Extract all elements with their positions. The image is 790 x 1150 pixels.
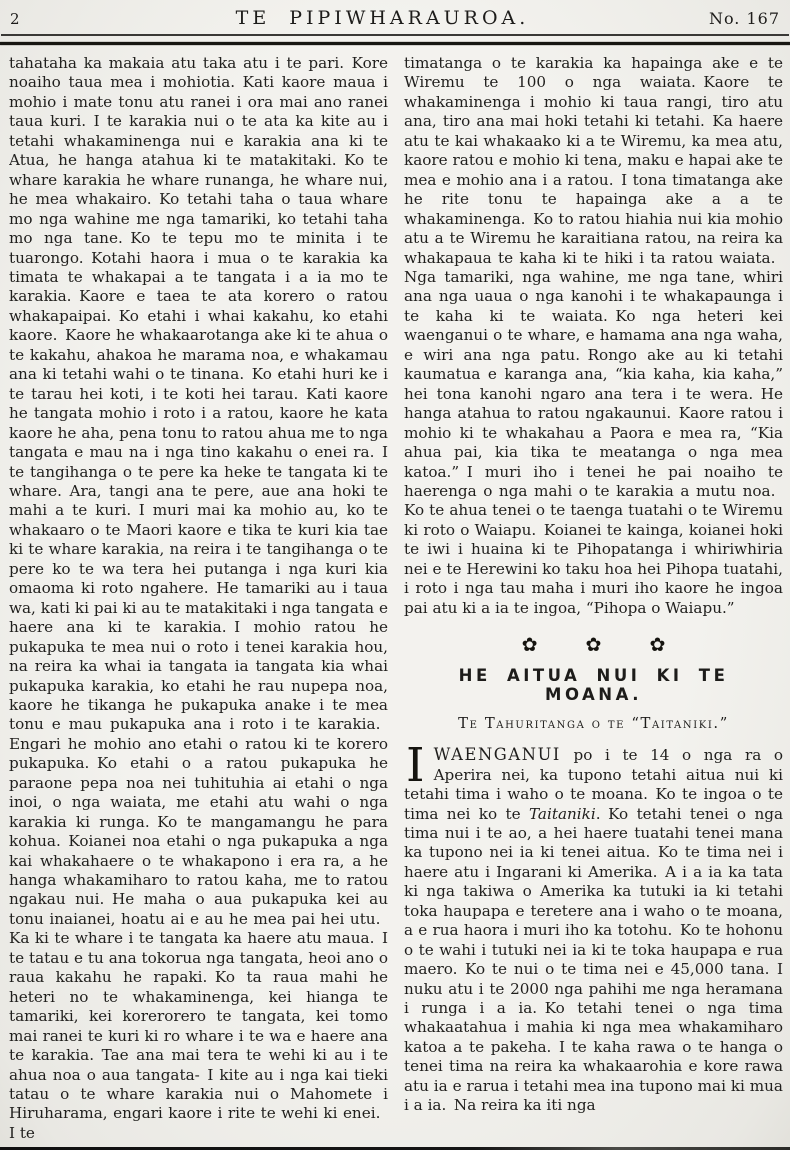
article-title: HE AITUA NUI KI TE MOANA. <box>458 666 729 705</box>
two-column-layout <box>0 45 790 1140</box>
lead-word: WAENGANUI <box>433 745 561 765</box>
article-body-text-right: timatanga o te karakia ka hapainga ake e te Wiremu te 100 o nga waiata. Kaore te whakaminenga i mohio ki taua rangi, tiro atu ana, tiro ana mai hoki tetahi ki tetahi. Ka haere atu te kai whakaako ki a te Wiremu, ka mea atu, kaore ratou e mohio ki tena, maku e hapai ake te mea e mohio ana i a ratou. I tona timatanga ake he rite tonu te hapainga ake a a te whakaminenga. Ko to ratou hiahia nui kia mohio atu a te Wiremu he karaitiana ratou, na reira ka whakapaua te kaha ki te hiki i ta ratou waiata. Nga tamariki, nga wahine, me nga tane, whiri ana nga uaua o nga kanohi i te whakapaunga i te kaha ki te waiata. Ko nga heteri kei waenganui o te whare, e hamama ana nga waha, e wiri ana nga patu. Rongo ake au ki tetahi kaumatua e karanga ana, “kia kaha, kia kaha,” hei tona kanohi ngaro ana tera i te wera. He hanga atahua to ratou ngakaunui. Kaore ratou i mohio ki te whakahau a Paora e mea ra, “Kia ahua pai, kia tika te meatanga o nga mea katoa.” I muri iho i tenei he pai noaiho te haerenga o nga mahi o te karakia a mutu noa. Ko te ahua tenei o te taenga tuatahi o te Wiremu ki roto o Waiapu. Koianei te kainga, koianei hoki te iwi i huaina ki te Pihopatanga i whiriwhiria nei e te Herewini ko taku hoa hei Pihopa tuatahi, i roto i nga tau maha i muri iho kaore he ingoa pai atu ki a ia te ingoa, “Pihopa o Waiapu.” <box>404 54 783 617</box>
article-body-text-left: tahataha ka makaia atu taka atu i te pari. Kore noaiho taua mea i mohiotia. Kati kaore maua i mohio i mate tonu atu ranei i ora mai ano ranei taua kuri. I te karakia nui o te ata ka kite au i tetahi whakaminenga nui e karakia ana ki te Atua, he hanga atahua ki te matakitaki. Ko te whare karakia he whare runanga, he whare nui, he mea whakairo. Ko tetahi taha o taua whare mo nga wahine me nga tamariki, ko tetahi taha mo nga tane. Ko te tepu mo te minita i te tuarongo. Kotahi haora i mua o te karakia ka timata te whakapai a te tangata i a ia mo te karakia. Kaore e taea te ata korero o ratou whakapaipai. Ko etahi i whai kakahu, ko etahi kaore. Kaore he whakaarotanga ake ki te ahua o te kakahu, ahakoa he marama noa, e whakamau ana ki tetahi wahi o te tinana. Ko etahi huri ke i te tarau hei koti, i te koti hei tarau. Kati kaore he tangata mohio i roto i a ratou, kaore he kata kaore he aha, pena tonu to ratou ahua me to nga tangata e mau na i nga tino kakahu o enei ra. I te tangihanga o te pere ka heke te tangata ki te whare. Ara, tangi ana te pere, aue ana hoki te mahi a te kuri. I muri mai ka mohio au, ko te whakaaro o te Maori kaore e tika te kuri kia tae ki te whare karakia, na reira i te tangihanga o te pere ko te wa tera hei putanga i nga kuri kia omaoma ki roto ngahere. He tamariki au i taua wa, kati ki pai ki au te matakitaki i nga tangata e haere ana ki te karakia. I mohio ratou he pukapuka te mea nui o roto i tenei karakia hou, na reira ka whai ia tangata ia tangata kia whai pukapuka karakia, ko etahi he rau nupepa noa, kaore he tikanga he pukapuka anake i te mea tonu e mau pukapuka ana i roto i te karakia. Engari he mohio ano etahi o ratou ki te korero pukapuka. Ko etahi o a ratou pukapuka he paraone pepa noa nei tuhituhia ai etahi o nga inoi, o nga waiata, me etahi atu wahi o nga karakia ki runga. Ko te mangamangu he para kohua. Koianei noa etahi o nga pukapuka a nga kai whakahaere o te whakapono i era ra, a he hanga whakamiharo to ratou kaha, me to ratou ngakau nui. He maha o aua pukapuka kei au tonu inaianei, hoatu ai e au he mea pai hei utu. Ka ki te whare i te tangata ka haere atu maua. I te tatau e tu ana tokorua nga tangata, heoi ano o raua kakahu he rapaki. Ko ta raua mahi he heteri no te whakaminenga, kei hianga te tamariki, kei korerorero te tangata, kei tomo mai ranei te kuri ki ro whare i te wa e haere ana te karakia. Tae ana mai tera te wehi ki au i te ahua noa o aua tangata- I kite au i nga kai tieki tatau o te whare karakia nui o Mahomete i Hiruharama, engari kaore i rite te wehi ki enei. I te <box>9 54 388 1140</box>
ship-name: Taitaniki <box>528 804 596 823</box>
masthead-rules <box>0 34 790 45</box>
drop-cap: I <box>406 738 425 794</box>
issue-number: No. 167 <box>708 9 780 28</box>
left-column <box>9 54 388 1140</box>
page-number: 2 <box>10 10 20 28</box>
header-rule-thin <box>1 34 789 36</box>
article-subtitle: Te Tahuritanga o te “Taitaniki.” <box>458 715 729 733</box>
article-lead-paragraph <box>404 738 783 1116</box>
right-column <box>404 54 783 1140</box>
lead-paragraph-segment: . Ko tetahi tenei o nga tima nui i te ao, a hei haere tuatahi tenei mana ka tupono nei ia ki tenei aitua. Ko te tima nei i haere atu i Ingarani ki Amerika. A i a ia ka tata ki nga takiwa o Amerika ka tutuki ia ki tetahi toka haupapa e teretere ana i waho o te moana, a e rua haora i muri iho ka totohu. Ko te hohonu o te wahi i tutuki nei ia ki te toka haupapa e rua maero. Ko te nui o te tima nei e 45,000 tana. I nuku atu i te 2000 nga pahihi me nga heramana i runga i a ia. Ko tetahi tenei o nga tima whakaatahua i mahia ki nga mea whakamiharo katoa a te pakeha. I te kaha rawa o te hanga o tenei tima na reira ka whakaarohia e kore rawa atu ia e rarua i tetahi mea ina tupono mai ki mua i a ia. Na reira ka iti nga <box>404 804 783 1115</box>
rosette-ornament-icon: ✿ <box>521 634 538 657</box>
newspaper-title: TE PIPIWHARAUROA. <box>235 7 530 29</box>
masthead <box>0 0 790 29</box>
rosette-ornament-icon: ✿ <box>649 634 666 657</box>
rosette-ornament-icon: ✿ <box>585 634 602 657</box>
section-divider <box>404 634 783 656</box>
lead-paragraph-segment: po i te 14 o nga ra o Aperira nei, ka tupono tetahi aitua nui ki tetahi tima i waho o te moana. Ko te ingoa o te tima nei ko te <box>404 746 783 823</box>
